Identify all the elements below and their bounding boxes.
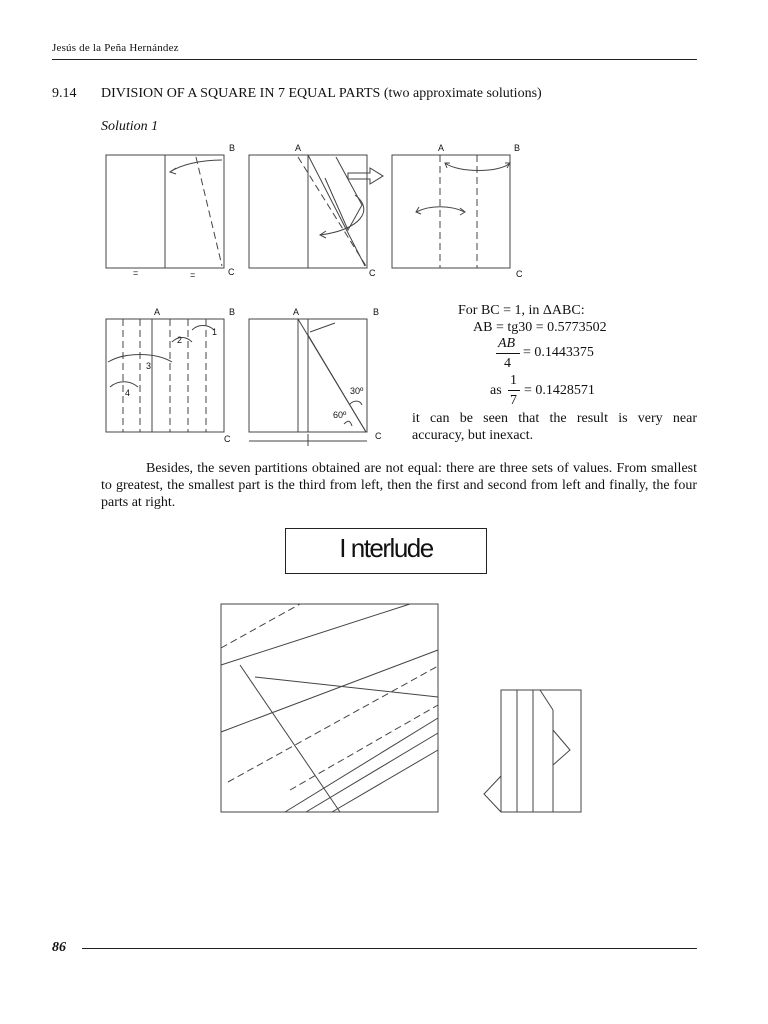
label-a: A [154, 307, 161, 317]
label-angle-30: 30º [350, 386, 364, 396]
seventh-numerator: 1 [510, 373, 517, 388]
fraction-numerator: AB [498, 336, 516, 351]
label-c: C [375, 431, 382, 441]
interlude-diagram-large [221, 604, 438, 812]
page-number: 86 [52, 940, 66, 955]
label-b: B [229, 307, 236, 317]
diagram-step-3 [392, 155, 510, 268]
seventh-value: = 0.1428571 [524, 383, 595, 398]
math-line-1: For BC = 1, in ΔABC: [458, 303, 585, 318]
seventh-bar [508, 390, 520, 391]
interlude-title: I nterlude [339, 533, 433, 563]
label-step-3: 3 [146, 361, 152, 371]
diagram-step-2 [249, 155, 383, 268]
solution-label: Solution 1 [101, 119, 159, 134]
label-a: A [295, 143, 302, 153]
label-c: C [369, 268, 376, 278]
footer-rule [82, 948, 697, 949]
diagram-step-1 [106, 155, 224, 268]
label-equal: = [190, 270, 196, 280]
fraction-bar [496, 353, 520, 354]
running-header: Jesús de la Peña Hernández [52, 42, 179, 54]
label-a: A [438, 143, 445, 153]
label-c: C [224, 434, 231, 444]
remark-line-1: it can be seen that the result is very near [412, 411, 697, 426]
label-step-4: 4 [125, 388, 131, 398]
label-step-1: 1 [212, 327, 218, 337]
label-step-2: 2 [177, 335, 183, 345]
label-b: B [229, 143, 236, 153]
label-angle-60: 60º [333, 410, 347, 420]
fraction-value: = 0.1443375 [523, 345, 594, 360]
seventh-denominator: 7 [510, 393, 517, 408]
math-line-2: AB = tg30 = 0.5773502 [473, 320, 607, 335]
section-number: 9.14 [52, 86, 77, 101]
interlude-title-box [285, 528, 487, 574]
label-c: C [228, 267, 235, 277]
as-label: as [490, 383, 502, 398]
label-c: C [516, 269, 523, 279]
diagram-step-5 [249, 319, 367, 446]
remark-line-2: accuracy, but inexact. [412, 428, 534, 443]
section-title: DIVISION OF A SQUARE IN 7 EQUAL PARTS (two approximate solutions) [101, 86, 542, 101]
label-b: B [373, 307, 380, 317]
diagram-step-4 [106, 319, 224, 432]
label-a: A [293, 307, 300, 317]
label-b: B [514, 143, 521, 153]
label-equal: = [133, 268, 139, 278]
interlude-diagram-small [484, 690, 581, 812]
fraction-denominator: 4 [504, 356, 511, 371]
body-paragraph: Besides, the seven partitions obtained are not equal: there are three sets of values. From smallest to greatest, the smallest part is the third from left, then the first and second from left and finally, the four parts at right. [101, 461, 697, 510]
